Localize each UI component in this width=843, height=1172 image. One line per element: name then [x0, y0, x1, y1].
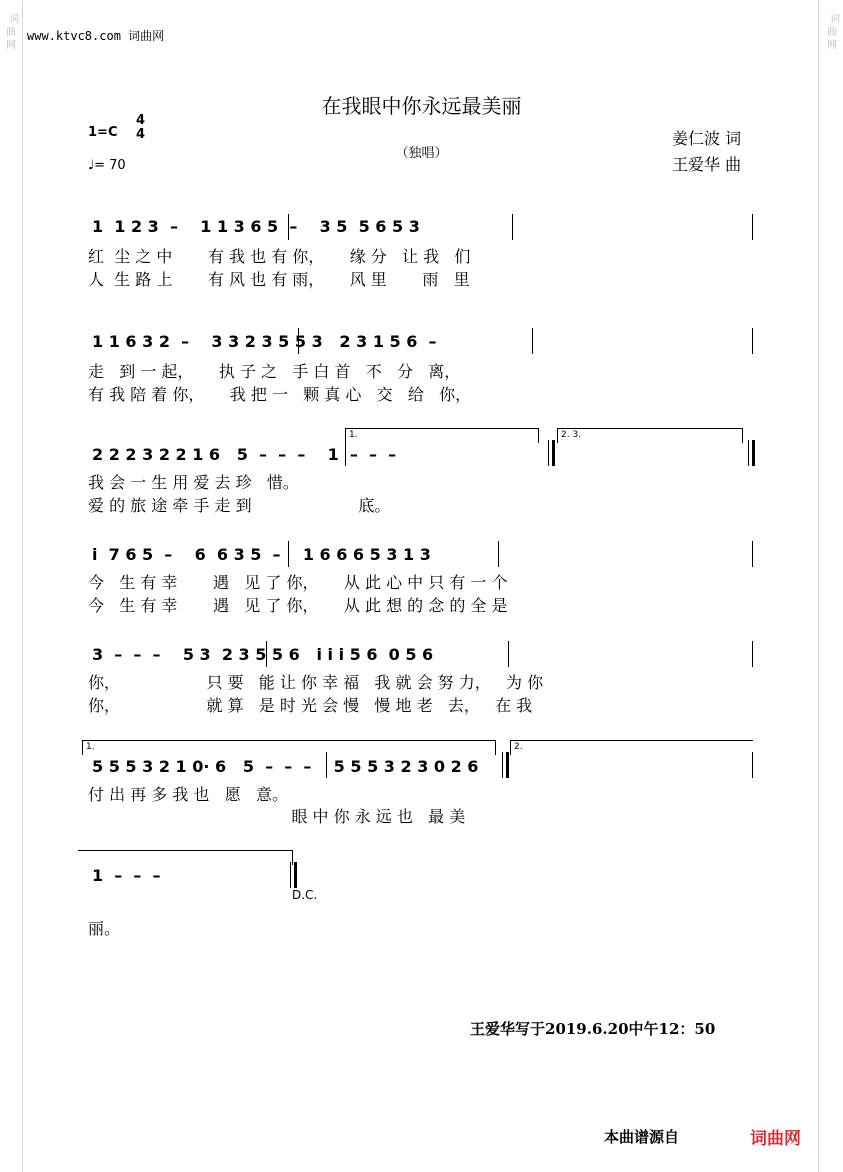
lyric-line-2: 今 生 有 幸 遇 见 了 你， 从 此 想 的 念 的 全 是: [88, 596, 508, 615]
notation-row: i 7 6 5 – 6 6 3 5 – 1 6 6 6 5 3 1 3: [92, 545, 431, 564]
time-sig-top: 4: [136, 113, 146, 128]
notation-row: 1 1 6 3 2 – 3 3 2 3 5 5 3 2 3 1 5 6 –: [92, 332, 437, 351]
watermark-text: 词 曲 网: [6, 14, 20, 51]
volta-bracket: 2. 3.: [557, 428, 743, 443]
final-bar: [290, 862, 297, 888]
bar-line: [326, 752, 327, 778]
time-sig-bottom: 4: [136, 127, 146, 142]
lyric-line-2: 眼 中 你 永 远 也 最 美: [88, 807, 466, 826]
repeat-bar: [502, 752, 509, 778]
bar-line: [298, 328, 299, 354]
song-subtitle: （独唱）: [395, 146, 448, 161]
source-brand[interactable]: 词曲网: [750, 1129, 801, 1149]
volta-bracket: 2.: [510, 740, 753, 755]
notation-row: 1 – – –: [92, 866, 161, 885]
bar-line: [498, 541, 499, 567]
key-signature: 1=C: [88, 125, 118, 140]
da-capo-mark: D.C.: [292, 888, 318, 902]
lyric-line-2: 你， 就 算 是 时 光 会 慢 慢 地 老 去， 在 我: [88, 696, 533, 715]
song-title: 在我眼中你永远最美丽: [321, 94, 522, 118]
bar-line: [752, 328, 753, 354]
repeat-bar: [548, 440, 555, 466]
bar-line: [266, 641, 267, 667]
bar-line: [508, 641, 509, 667]
bar-line: [512, 214, 513, 240]
time-signature: [136, 114, 145, 142]
notation-row: 1 1 2 3 – 1 1 3 6 5 – 3 5 5 6 5 3: [92, 217, 420, 236]
bar-line: [752, 214, 753, 240]
right-watermark-strip: [821, 0, 843, 1172]
lyric-line-2: 人 生 路 上 有 风 也 有 雨， 风 里 雨 里: [88, 270, 470, 289]
lyric-line-2: 有 我 陪 着 你， 我 把 一 颗 真 心 交 给 你，: [88, 385, 472, 404]
signature-note: 王爱华写于2019.6.20中午12：50: [470, 1020, 716, 1038]
lyric-line-1: 付 出 再 多 我 也 愿 意。: [88, 785, 288, 804]
bar-line: [288, 541, 289, 567]
bar-line: [752, 641, 753, 667]
lyric-line-1: 我 会 一 生 用 爱 去 珍 惜。: [88, 473, 299, 492]
notation-row: 3 – – – 5 3 2 3 5 5 6 i i i 5 6 0 5 6: [92, 645, 434, 664]
final-bar: [748, 440, 755, 466]
lyric-line-1: 今 生 有 幸 遇 见 了 你， 从 此 心 中 只 有 一 个: [88, 573, 508, 592]
volta-bracket: 1.: [82, 740, 496, 755]
tempo-mark: ♩= 70: [88, 158, 126, 173]
lyricist: 姜仁波 词: [672, 129, 742, 148]
site-url: www.ktvc8.com 词曲网: [27, 29, 165, 43]
lyric-line-1: 你， 只 要 能 让 你 幸 福 我 就 会 努 力， 为 你: [88, 673, 544, 692]
notation-row: 2 2 2 3 2 2 1 6 5 – – – 1 – – –: [92, 445, 397, 464]
bar-line: [752, 752, 753, 778]
lyric-line-2: 丽。: [88, 919, 121, 938]
volta-bracket: 1.: [345, 428, 539, 443]
bar-line: [752, 541, 753, 567]
notation-row: 5 5 5 3 2 1 0· 6 5 – – – 5 5 5 3 2 3 0 2 6: [92, 757, 479, 776]
bar-line: [288, 214, 289, 240]
lyric-line-1: 红 尘 之 中 有 我 也 有 你， 缘 分 让 我 们: [88, 247, 471, 266]
bar-line: [532, 328, 533, 354]
watermark-text: 词 曲 网: [827, 14, 841, 51]
lyric-line-1: 走 到 一 起， 执 子 之 手 白 首 不 分 离，: [88, 362, 461, 381]
right-margin-line: [818, 0, 819, 1172]
left-margin-line: [22, 0, 23, 1172]
volta-bracket: [78, 850, 293, 865]
composer: 王爱华 曲: [672, 155, 742, 174]
lyric-line-2: 爱 的 旅 途 牵 手 走 到 底。: [88, 496, 391, 515]
bar-line: [345, 440, 346, 466]
left-watermark-strip: [0, 0, 22, 1172]
source-label: 本曲谱源自: [604, 1128, 680, 1146]
